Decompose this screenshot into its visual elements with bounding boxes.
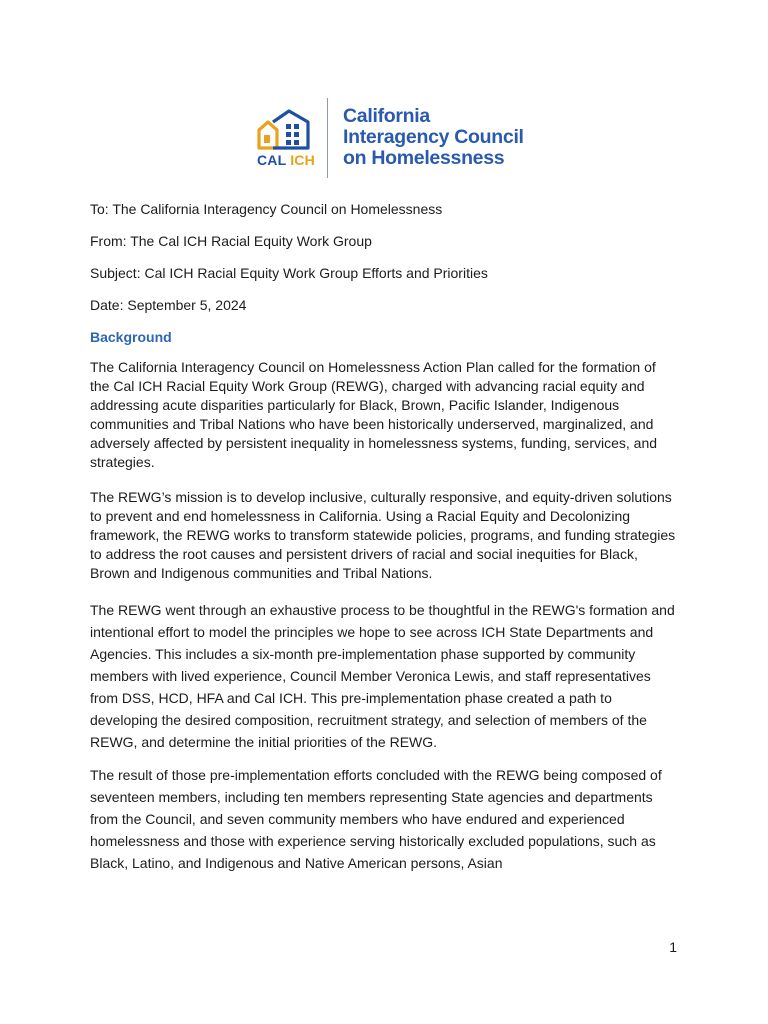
logo-abbreviation: [257, 152, 315, 168]
logo-name-line: Interagency Council: [343, 126, 524, 148]
section-heading: Background: [90, 329, 172, 345]
logo-name-line: California: [343, 105, 430, 127]
logo-name-line: on Homelessness: [343, 147, 505, 169]
memo-from: From: The Cal ICH Racial Equity Work Group: [90, 233, 372, 249]
paragraph: The result of those pre-implementation efforts concluded with the REWG being composed of seventeen members, including ten members representing State agencies and departments from the Council, and seven community members who have endured and experienced homelessness and those with experience serving historically excluded populations, such as Black, Latino, and Indigenous and Native American persons, Asian: [90, 767, 662, 871]
paragraph: The California Interagency Council on Homelessness Action Plan called for the formation of the Cal ICH Racial Equity Work Group (REWG), charged with advancing racial equity and addressing acute disparities particularly for Black, Brown, Pacific Islander, Indigenous communities and Tribal Nations who have been historically underserved, marginalized, and adversely affected by persistent inequality in homelessness systems, funding, services, and strategies.: [90, 359, 658, 470]
logo-abbr-cal: CAL: [257, 152, 287, 168]
cal-ich-logo: [256, 98, 536, 180]
memo-body: [90, 199, 676, 885]
memo-subject: Subject: Cal ICH Racial Equity Work Group Efforts and Priorities: [90, 265, 488, 281]
paragraph: The REWG went through an exhaustive process to be thoughtful in the REWG's formation and intentional effort to model the principles we hope to see across ICH State Departments and Agencies. This includes a six-month pre-implementation phase supported by community members with lived experience, Council Member Veronica Lewis, and staff representatives from DSS, HCD, HFA and Cal ICH. This pre-implementation phase created a path to developing the desired composition, recruitment strategy, and selection of members of the REWG, and determine the initial priorities of the REWG.: [90, 602, 675, 750]
memo-date: Date: September 5, 2024: [90, 297, 247, 313]
page-number: 1: [669, 939, 677, 955]
logo-abbr-ich: ICH: [290, 152, 315, 168]
memo-to: To: The California Interagency Council on Homelessness: [90, 201, 443, 217]
logo-organization-name: [343, 106, 524, 169]
logo-divider: [327, 98, 328, 178]
paragraph: The REWG’s mission is to develop inclusive, culturally responsive, and equity-driven solutions to prevent and end homelessness in California. Using a Racial Equity and Decolonizing framework, the REWG works to transform statewide policies, programs, and funding strategies to address the root causes and persistent drivers of racial and social inequities for Black, Brown and Indigenous communities and Tribal Nations.: [90, 489, 676, 581]
